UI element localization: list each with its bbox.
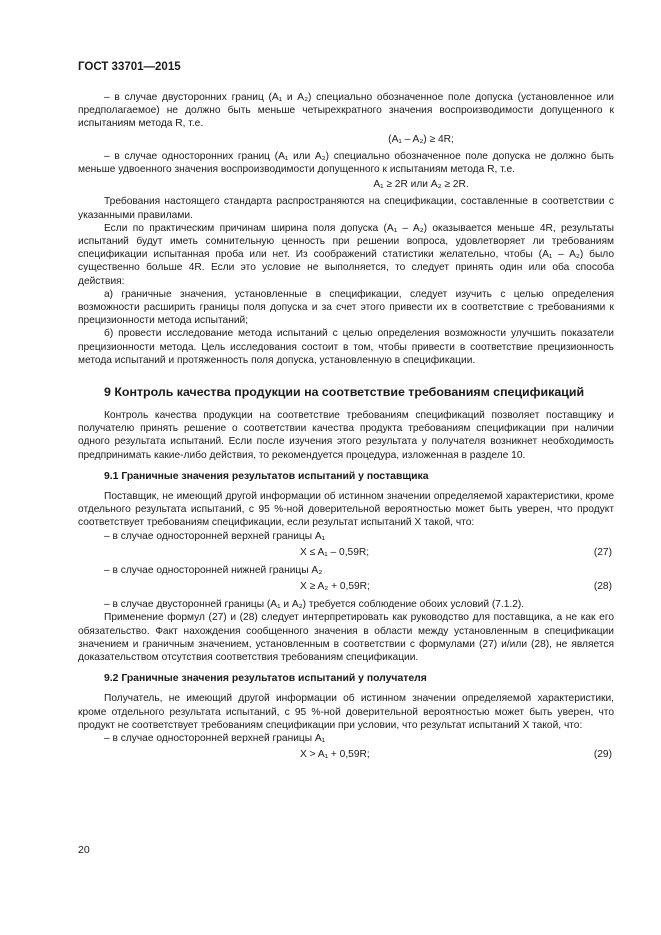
paragraph-two-sided-limits: – в случае двусторонних границ (A₁ и A₂) специально обозначенное поле допуска (установленное или предполагаемое) не должно быть меньше четырехкратного значения воспроизводимости допущенного к испытаниям метода R, т.е.: [78, 92, 614, 130]
formula-28-number: (28): [593, 581, 612, 593]
paragraph-requirements: Требования настоящего стандарта распространяются на спецификации, составленные в соответствии с указанными правилами.: [78, 196, 614, 221]
subsection-9-2-heading: 9.2 Граничные значения результатов испытаний у получателя: [104, 673, 427, 685]
subsection-9-1-heading: 9.1 Граничные значения результатов испытаний у поставщика: [104, 470, 429, 482]
document-body: [78, 91, 614, 766]
formula-29: X > A₁ + 0,59R;: [300, 749, 370, 761]
formula-28-row: [78, 580, 614, 595]
paragraph-one-sided-limits: – в случае односторонних границ (A₁ или A₂) специально обозначенное поле допуска не должно быть меньше удвоенного значения воспроизводимости допущенного к испытаниям метода R, т.е.: [78, 150, 614, 176]
paragraph-9-2: Получатель, не имеющий другой информации об истинном значении определяемой характеристики, кроме отдельного результата испытаний, с 95 %-ной доверительной вероятностью может быть уверен, что продукт не соответствует требованиям спецификации при условии, что результат испытаний X такой, что:: [78, 693, 614, 731]
page-number: 20: [78, 844, 90, 856]
paragraph-practical-reasons: Если по практическим причинам ширина поля допуска (A₁ – A₂) оказывается меньше 4R, результаты испытаний будут иметь сомнительную ценность при решении вопроса, удовлетворяет ли требованиям спецификации испытанная проба или нет. Из соображений статистики желательно, чтобы (A₁ – A₂) было существенно больше 4R. Если это условие не выполняется, то следует принять один или оба способа действия:: [78, 222, 614, 287]
list-item-upper-limit-recipient: – в случае односторонней верхней границы A₁: [104, 732, 326, 744]
formula-27-row: [78, 546, 614, 561]
list-item-upper-limit-supplier: – в случае односторонней верхней границы A₁: [104, 530, 326, 542]
paragraph-9-1: Поставщик, не имеющий другой информации об истинном значении определяемой характеристики, кроме отдельного результата испытаний, с 95 %-ной доверительной вероятностью может быть уверен, что продукт соответствует требованиям спецификации, если результат испытаний X такой, что:: [78, 491, 614, 529]
formula-two-sided: (A₁ – A₂) ≥ 4R;: [388, 133, 454, 145]
formula-28: X ≥ A₂ + 0,59R;: [300, 581, 370, 593]
paragraph-application: Применение формул (27) и (28) следует интерпретировать как руководство для поставщика, а не как его обязательство. Факт нахождения сообщенного значения в области между установленным в спецификации значением и граничным значением, установленным в соответствии с формулами (27) и/или (28), не является доказательством отсутствия соответствия требованиям спецификации.: [78, 612, 614, 663]
paragraph-section-9: Контроль качества продукции на соответствие требованиям спецификаций позволяет поставщику и получателю принять решение о соответствии качества продукта требованиям спецификации при наличии одного результата испытаний. Если после изучения этого результата у получателя возникнет необходимость предпринимать какие-либо действия, то рекомендуется процедура, изложенная в разделе 10.: [78, 410, 614, 461]
list-item-two-sided-supplier: – в случае двусторонней границы (A₁ и A₂) требуется соблюдение обоих условий (7.1.2).: [104, 599, 525, 611]
formula-one-sided: A₁ ≥ 2R или A₂ ≥ 2R.: [373, 179, 469, 191]
formula-27: X ≤ A₁ – 0,59R;: [300, 546, 370, 558]
list-item-lower-limit-supplier: – в случае односторонней нижней границы A₂: [104, 564, 323, 576]
formula-27-number: (27): [593, 546, 612, 558]
paragraph-option-a: а) граничные значения, установленные в спецификации, следует изучить с целью определения возможности расширить границы поля допуска и за счет этого привести их в соответствие с требованиями к прецизионности метода испытаний;: [78, 288, 614, 327]
section-9-heading: 9 Контроль качества продукции на соответствие требованиям спецификаций: [104, 385, 585, 400]
paragraph-option-b: б) провести исследование метода испытаний с целью определения возможности улучшить показатели прецизионности метода. Цель исследования состоит в том, чтобы привести в соответствие прецизионность метода испытаний и протяженность поля допуска, установленную в спецификации.: [78, 328, 614, 366]
formula-29-row: [78, 748, 614, 763]
standard-code-header: ГОСТ 33701—2015: [78, 61, 181, 73]
formula-29-number: (29): [593, 749, 612, 761]
